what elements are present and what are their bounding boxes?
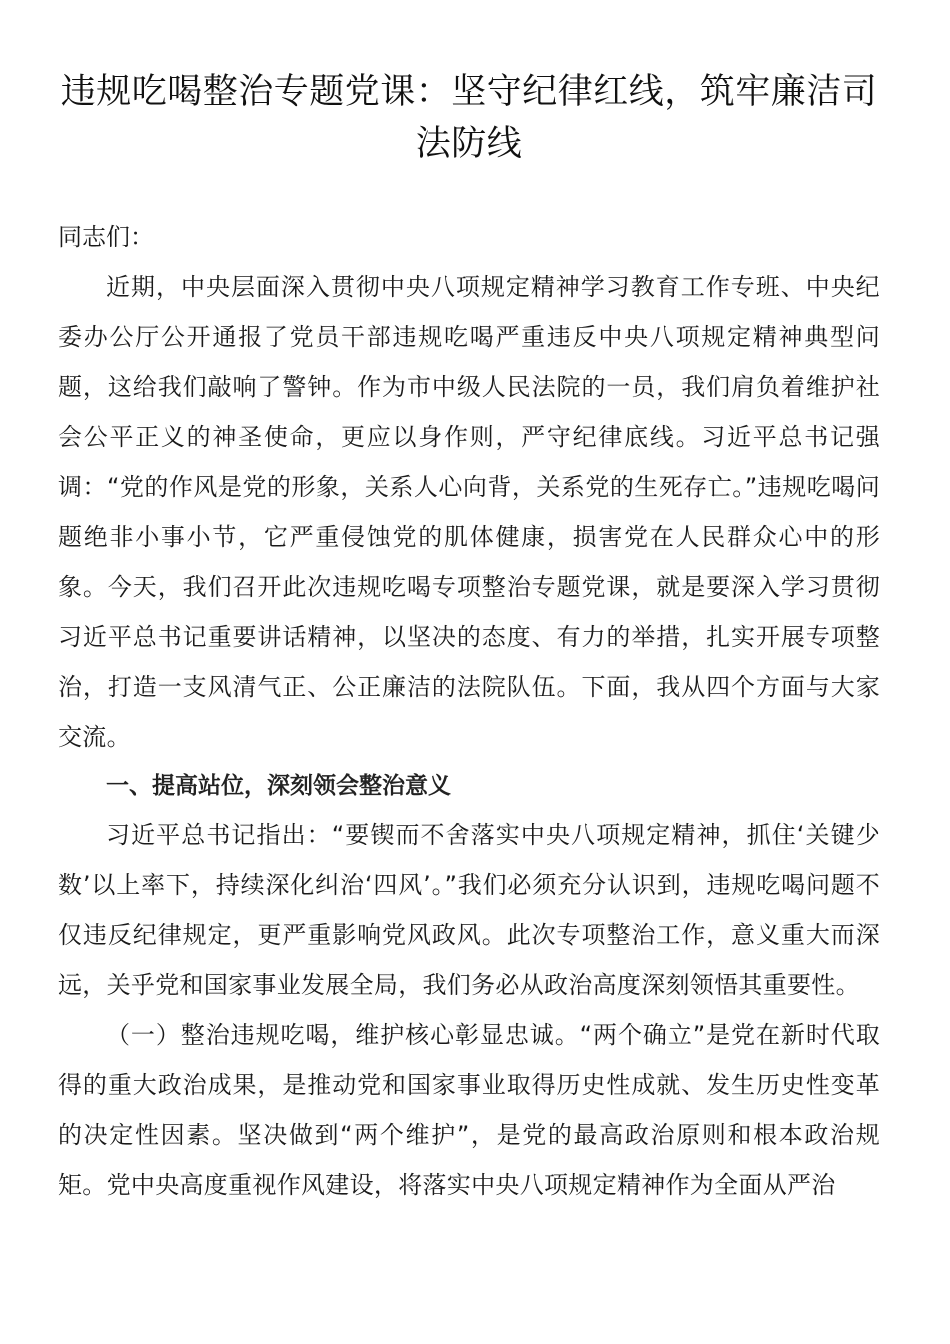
title-line-2: 法防线 [415, 124, 523, 164]
subsection-1-paragraph: （一）整治违规吃喝，维护核心彰显忠诚。“两个确立”是党在新时代取得的重大政治成果，是推动党和国家事业取得历史性成就、发生历史性变革的决定性因素。坚决做到“两个维护”，是党的最高政治原则和根本政治规矩。党中央高度重视作风建设，将落实中央八项规定精神作为全面从严治 [58, 1021, 880, 1199]
intro-paragraph: 近期，中央层面深入贯彻中央八项规定精神学习教育工作专班、中央纪委办公厅公开通报了党员干部违规吃喝严重违反中央八项规定精神典型问题，这给我们敲响了警钟。作为市中级人民法院的一员，我们肩负着维护社会公平正义的神圣使命，更应以身作则，严守纪律底线。习近平总书记强调：“党的作风是党的形象，关系人心向背，关系党的生死存亡。”违规吃喝问题绝非小事小节，它严重侵蚀党的肌体健康，损害党在人民群众心中的形象。今天，我们召开此次违规吃喝专项整治专题党课，就是要深入学习贯彻习近平总书记重要讲话精神，以坚决的态度、有力的举措，扎实开展专项整治，打造一支风清气正、公正廉洁的法院队伍。下面，我从四个方面与大家交流。 [58, 273, 880, 751]
document-page [58, 66, 880, 1210]
salutation: 同志们： [58, 223, 154, 251]
document-title [58, 66, 880, 170]
section-1-heading: 一、提高站位，深刻领会整治意义 [106, 773, 451, 799]
section-1-paragraph: 习近平总书记指出：“要锲而不舍落实中央八项规定精神，抓住‘关键少数’以上率下，持续深化纠治‘四风’。”我们必须充分认识到，违规吃喝问题不仅违反纪律规定，更严重影响党风政风。此次专项整治工作，意义重大而深远，关乎党和国家事业发展全局，我们务必从政治高度深刻领悟其重要性。 [58, 821, 880, 999]
title-line-1: 违规吃喝整治专题党课：坚守纪律红线，筑牢廉洁司 [60, 72, 878, 112]
